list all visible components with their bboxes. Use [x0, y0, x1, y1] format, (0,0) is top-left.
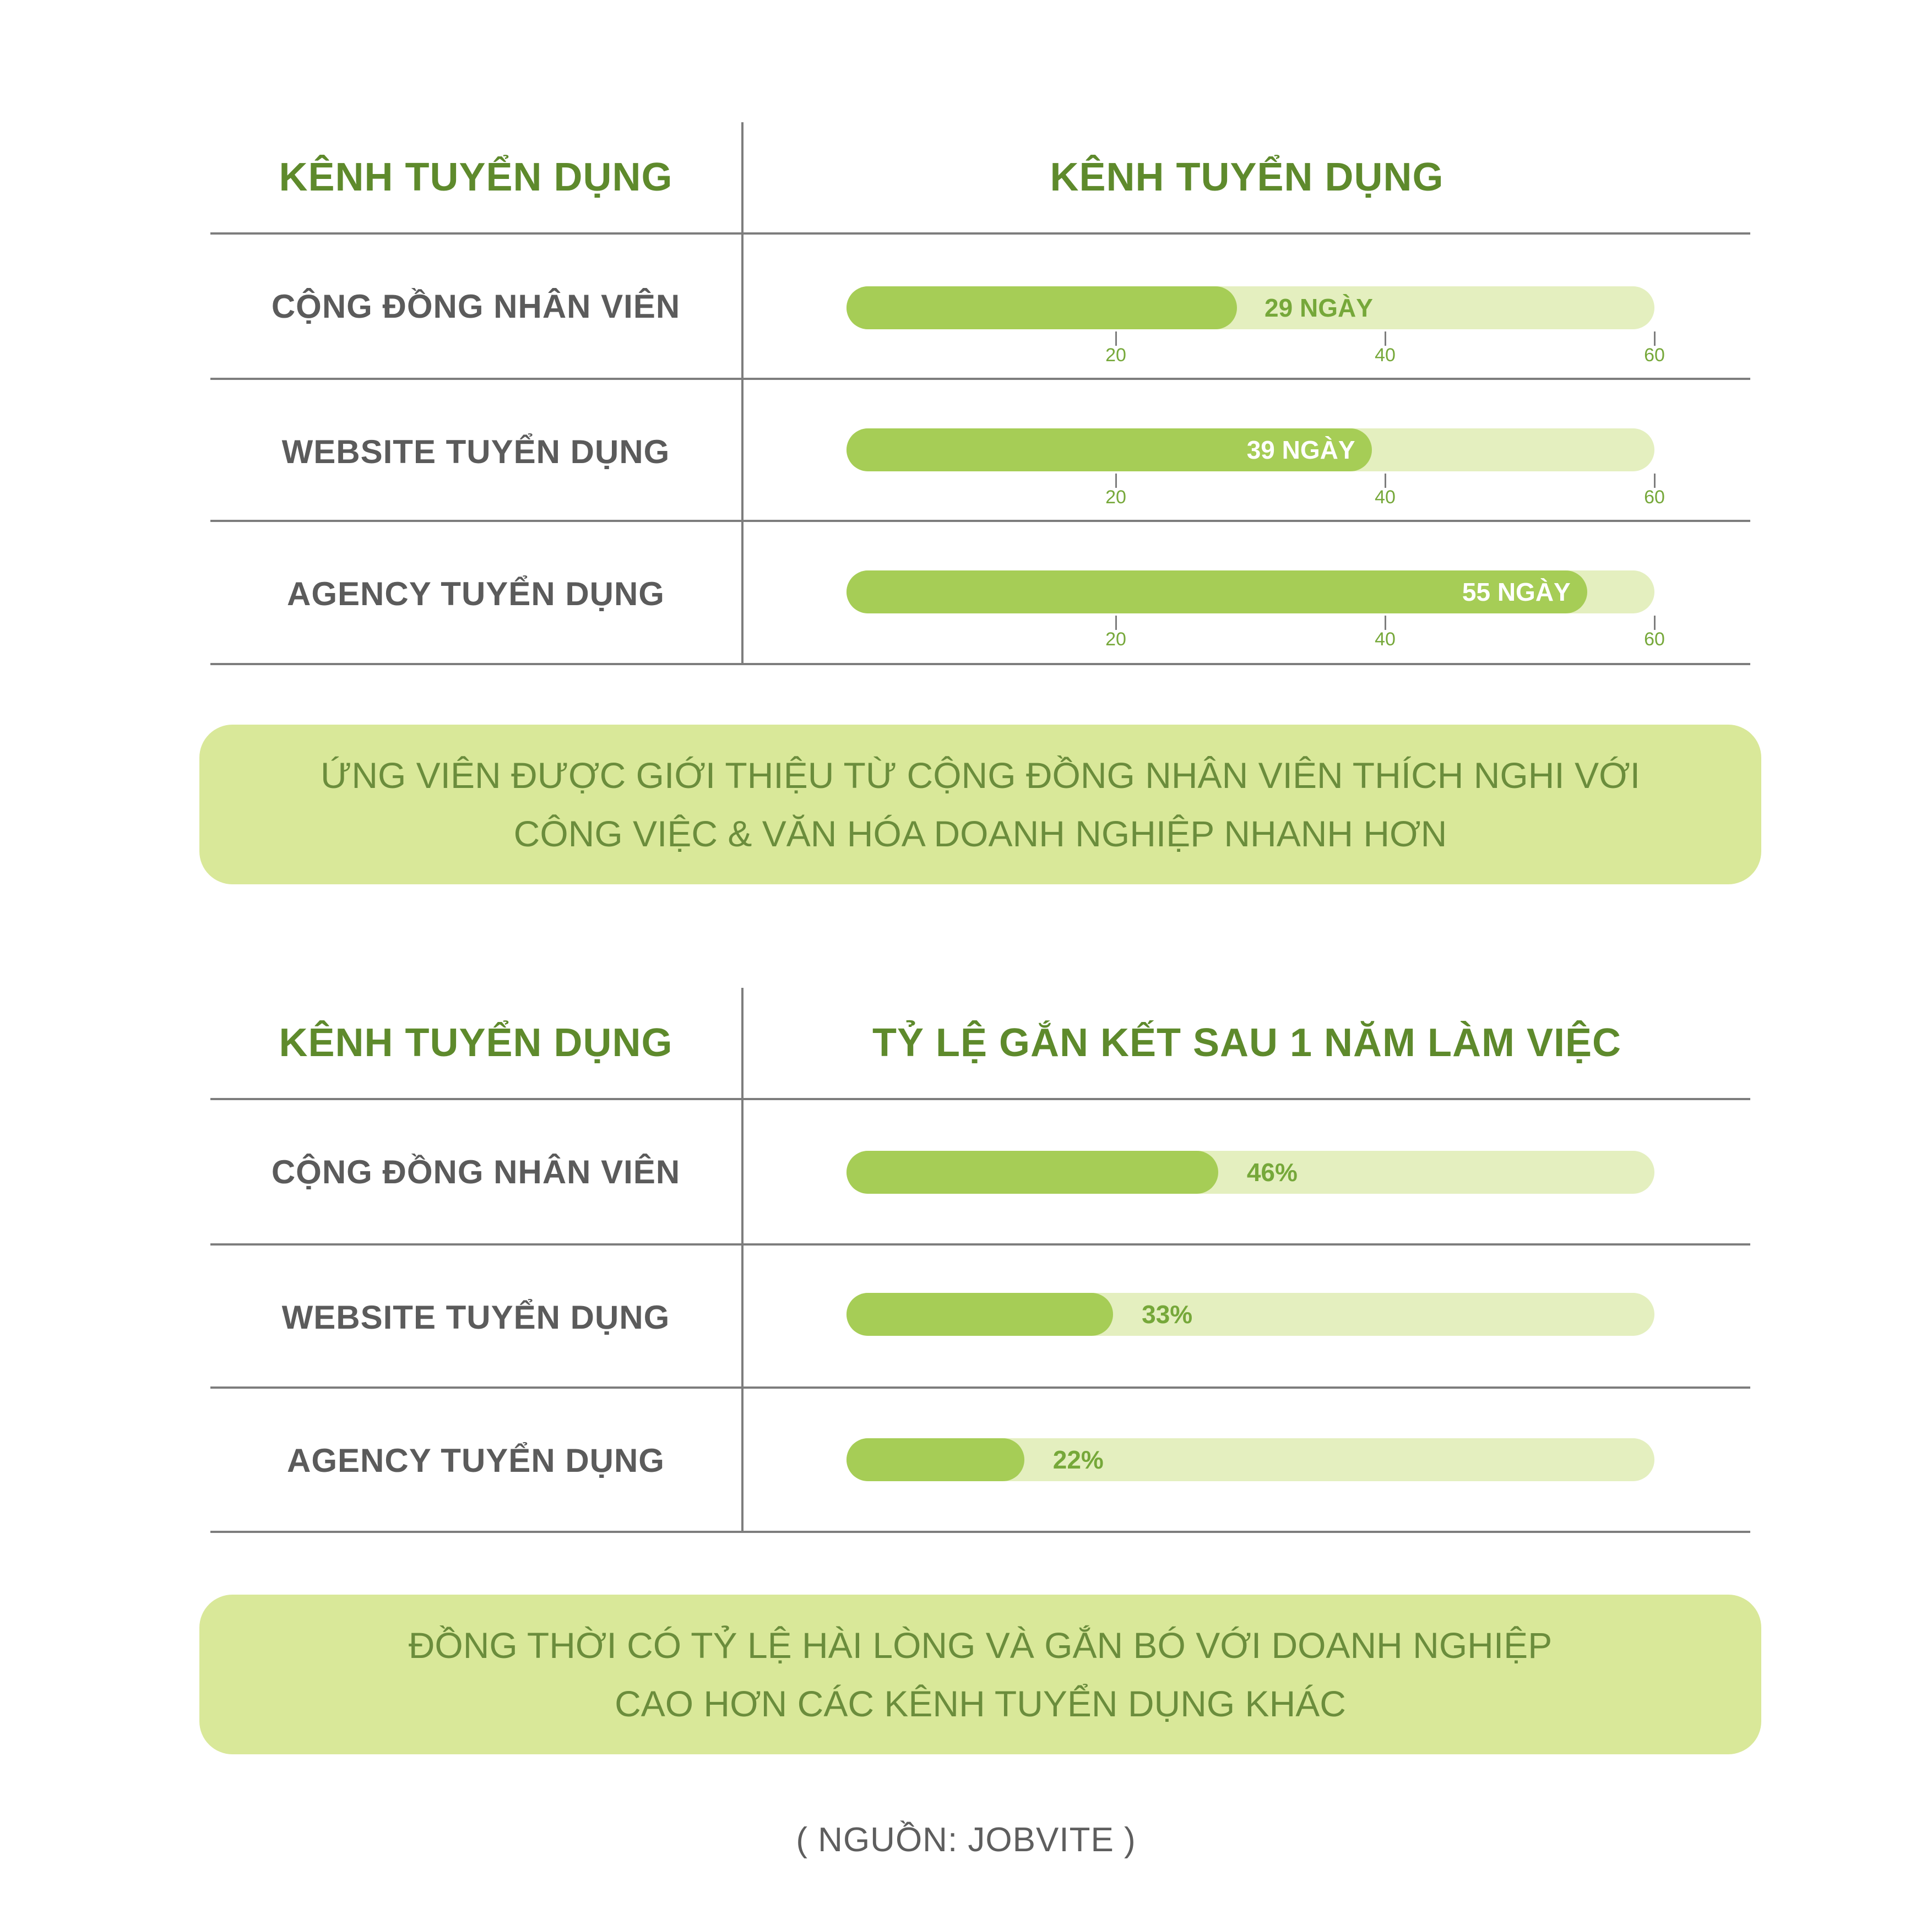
time-to-hire-table [0, 122, 1932, 665]
axis-tick-label: 60 [1644, 487, 1665, 508]
bar-track [846, 1438, 1654, 1481]
bar-track [846, 428, 1654, 471]
bar-value-label: 22% [1052, 1445, 1104, 1474]
bar-track [846, 1151, 1654, 1194]
bar-track [846, 570, 1654, 613]
callout-line: CÔNG VIỆC & VĂN HÓA DOANH NGHIỆP NHANH HƠN [513, 813, 1447, 854]
axis-tick [1115, 616, 1117, 630]
callout-line: ĐỒNG THỜI CÓ TỶ LỆ HÀI LÒNG VÀ GẮN BÓ VỚI DOANH NGHIỆP [408, 1625, 1553, 1666]
bar-track [846, 286, 1654, 329]
bar-fill [846, 1293, 1113, 1336]
axis-tick [1385, 474, 1386, 488]
bar-fill [846, 1438, 1024, 1481]
source-note: ( NGUỒN: JOBVITE ) [796, 1821, 1136, 1859]
column-header-channel: KÊNH TUYỂN DỤNG [279, 1021, 673, 1065]
axis-tick [1654, 474, 1656, 488]
bar-fill [846, 1151, 1218, 1194]
channel-label: WEBSITE TUYỂN DỤNG [281, 1298, 670, 1336]
channel-label: AGENCY TUYỂN DỤNG [287, 1442, 665, 1479]
retention-table [0, 988, 1932, 1533]
axis-tick-label: 60 [1644, 345, 1665, 366]
axis-tick-label: 20 [1105, 345, 1126, 366]
bar-value-label: 46% [1246, 1158, 1298, 1187]
table-bottom-line [210, 663, 1750, 665]
callout-line: CAO HƠN CÁC KÊNH TUYỂN DỤNG KHÁC [615, 1683, 1346, 1724]
axis-tick [1654, 616, 1656, 630]
axis-tick [1654, 331, 1656, 346]
channel-label: CỘNG ĐỒNG NHÂN VIÊN [271, 287, 681, 325]
insight-callout [199, 725, 1761, 884]
channel-label: AGENCY TUYỂN DỤNG [287, 575, 665, 612]
axis-tick-label: 20 [1105, 629, 1126, 650]
axis-tick-label: 20 [1105, 487, 1126, 508]
axis-tick-label: 40 [1375, 345, 1396, 366]
axis-tick [1385, 331, 1386, 346]
bar-track [846, 1293, 1654, 1336]
bar-value-label: 39 NGÀY [1246, 436, 1355, 464]
bar-value-label: 29 NGÀY [1265, 293, 1373, 322]
column-header-channel: KÊNH TUYỂN DỤNG [279, 155, 673, 199]
callout-line: ỨNG VIÊN ĐƯỢC GIỚI THIỆU TỪ CỘNG ĐỒNG NHÂN VIÊN THÍCH NGHI VỚI [320, 755, 1641, 796]
bar-value-label: 55 NGÀY [1462, 578, 1571, 606]
axis-tick-label: 40 [1375, 629, 1396, 650]
axis-tick [1115, 474, 1117, 488]
column-header-metric: TỶ LỆ GẮN KẾT SAU 1 NĂM LÀM VIỆC [872, 1021, 1622, 1065]
channel-label: CỘNG ĐỒNG NHÂN VIÊN [271, 1153, 681, 1190]
axis-tick [1385, 616, 1386, 630]
bar-fill [846, 286, 1237, 329]
column-header-metric: KÊNH TUYỂN DỤNG [1050, 155, 1444, 199]
axis-tick-label: 60 [1644, 629, 1665, 650]
axis-tick-label: 40 [1375, 487, 1396, 508]
bar-value-label: 33% [1142, 1300, 1193, 1329]
insight-callout [199, 1595, 1761, 1754]
table-bottom-line [210, 1531, 1750, 1533]
channel-label: WEBSITE TUYỂN DỤNG [281, 433, 670, 470]
axis-tick [1115, 331, 1117, 346]
